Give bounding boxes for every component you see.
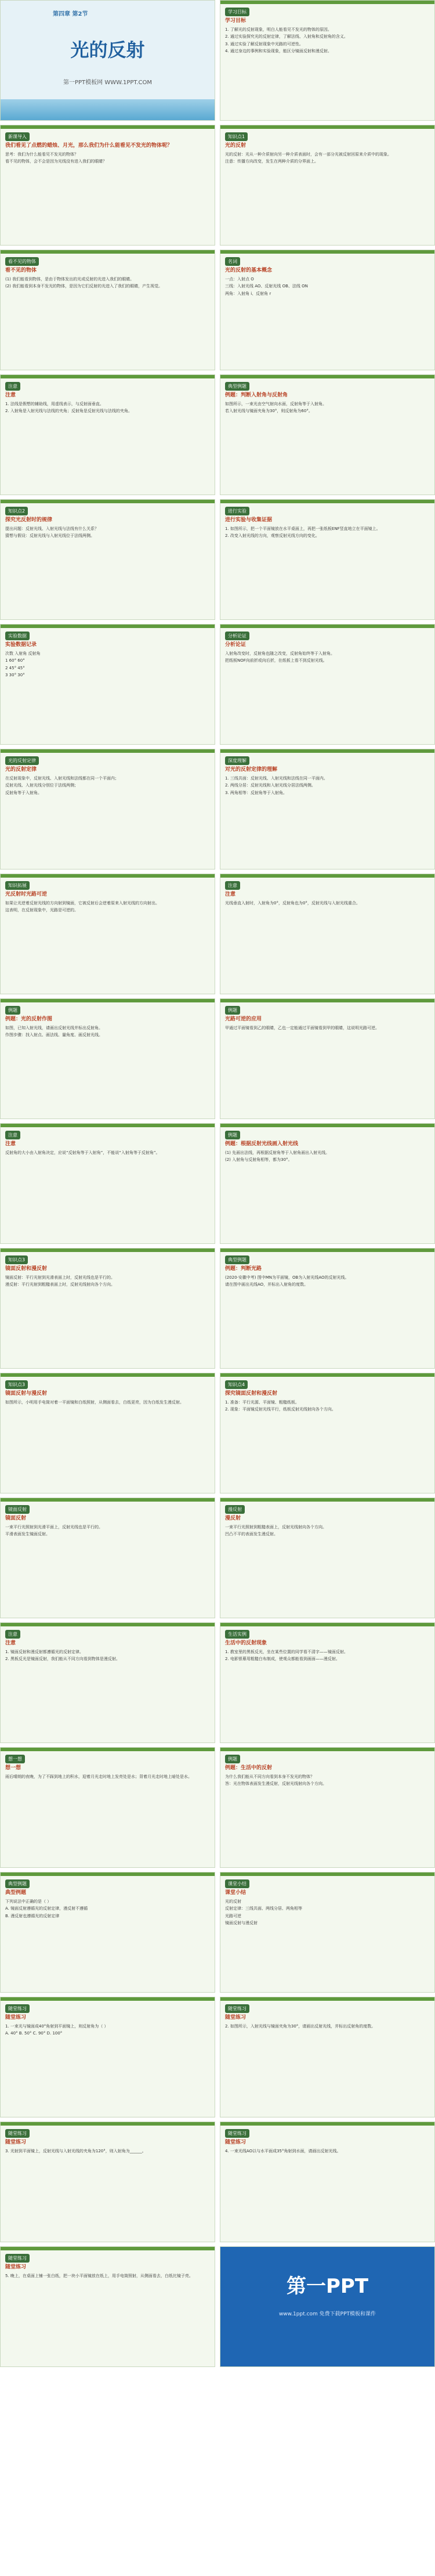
- footer-text: www.1ppt.com 免费下载PPT模板和课件: [278, 2311, 376, 2317]
- slide-19: [0, 1123, 215, 1244]
- slide-34: [220, 1997, 435, 2117]
- slide-body: [5, 2274, 210, 2363]
- slide-title: 镜面反射和漫反射: [5, 1266, 48, 1272]
- slide-body: [225, 1026, 430, 1115]
- slide-line: 注意：传播方向改变，发生在两种介质的分界面上。: [225, 159, 318, 164]
- slide-tag: 注意: [225, 881, 240, 890]
- slide-9: [0, 499, 215, 620]
- slide-top-bar: [220, 1623, 434, 1626]
- slide-tag: 知识点3: [5, 1380, 28, 1389]
- slide-title: 实验数据记录: [5, 642, 37, 648]
- slide-tag: 镜面反射: [5, 1505, 30, 1514]
- slide-body: [225, 901, 430, 990]
- slide-top-bar: [1, 1373, 215, 1377]
- slide-body: [225, 1774, 430, 1864]
- slide-line: 如果让光逆着反射光线的方向射到镜面，它被反射后会逆着原来入射光线的方向射出。: [5, 901, 160, 905]
- slide-line: 光线垂直入射时，入射角为0°，反射角也为0°，反射光线与入射光线重合。: [225, 901, 360, 905]
- slide-line: 如图，已知入射光线，请画出反射光线并标出反射角。: [5, 1026, 103, 1030]
- slide-body: [5, 2149, 210, 2238]
- slide-12: [220, 624, 435, 745]
- slide-line: 2. 通过实验探究光的反射定律，了解法线、入射角和反射角的含义。: [225, 34, 348, 39]
- slide-30: [220, 1747, 435, 1868]
- slide-line: 猜想与假设：反射光线与入射光线位于法线两侧。: [5, 533, 95, 539]
- slide-body: [5, 1150, 210, 1240]
- slide-body: [5, 901, 210, 990]
- slide-38: [220, 2246, 435, 2367]
- slide-title: 随堂练习: [5, 2140, 27, 2145]
- slide-body: [5, 1650, 210, 1739]
- slide-top-bar: [220, 749, 434, 753]
- slide-tag: 分析论证: [225, 632, 249, 640]
- slide-top-bar: [1, 749, 215, 753]
- slide-tag: 看不见的物体: [5, 257, 39, 266]
- slide-line: 3. 两角相等：反射角等于入射角。: [225, 790, 287, 795]
- slide-title: 漫反射: [225, 1516, 241, 1521]
- hero-brand: 第一PPT模板网 WWW.1PPT.COM: [63, 80, 153, 86]
- slide-tag: 典型例题: [225, 382, 249, 391]
- slide-26: [220, 1498, 435, 1618]
- slide-body: [5, 277, 210, 366]
- slide-line: 1 60° 60°: [5, 658, 25, 663]
- slide-top-bar: [1, 2247, 215, 2250]
- slide-title: 探究镜面反射和漫反射: [225, 1391, 278, 1397]
- slide-title: 想一想: [5, 1765, 21, 1771]
- slide-top-bar: [1, 125, 215, 129]
- slide-top-bar: [220, 1748, 434, 1751]
- slide-line: 次数 入射角 反射角: [5, 651, 41, 656]
- slide-line: 1. 三线共面：反射光线、入射光线和法线在同一平面内。: [225, 776, 328, 781]
- slide-line: 甲通过平面镜看到乙的眼睛，乙也一定能通过平面镜看到甲的眼睛，这说明光路可逆。: [225, 1026, 379, 1030]
- slide-body: [5, 1026, 210, 1115]
- slide-17: [0, 998, 215, 1119]
- slide-4: [220, 125, 435, 246]
- slide-10: [220, 499, 435, 620]
- slide-title: 例题：判断入射角与反射角: [225, 392, 288, 398]
- slide-top-bar: [220, 1498, 434, 1502]
- slide-title: 生活中的反射现象: [225, 1640, 267, 1646]
- slide-7: [0, 374, 215, 495]
- slide-line: A. 40° B. 50° C. 90° D. 100°: [5, 2031, 63, 2036]
- slide-line: 3 30° 30°: [5, 673, 25, 678]
- slide-top-bar: [1, 1748, 215, 1751]
- slide-24: [220, 1373, 435, 1493]
- slide-title: 典型例题: [5, 1890, 27, 1896]
- slide-22: [220, 1248, 435, 1369]
- slide-top-bar: [1, 1124, 215, 1127]
- slide-line: 反射角的大小由入射角决定，应说“反射角等于入射角”，不能说“入射角等于反射角”。: [5, 1150, 160, 1155]
- slide-tag: 想一想: [5, 1755, 25, 1763]
- slide-body: [5, 1275, 210, 1365]
- slide-title: 随堂练习: [225, 2140, 246, 2145]
- slide-tag: 随堂练习: [225, 2004, 249, 2013]
- slide-27: [0, 1622, 215, 1743]
- slide-line: 2. 如图所示，入射光线与镜面夹角为30°，请画出反射光线，并标出反射角的度数。: [225, 2024, 376, 2029]
- slide-line: 1. 一束光与镜面成40°角射到平面镜上，则反射角为（ ）: [5, 2024, 108, 2029]
- slide-line: 雨后晴朗的夜晚，为了不踩到地上的积水，迎着月光走时地上发亮处是水；背着月光走时地上暗处是水。: [5, 1774, 192, 1779]
- slide-line: 1. 教室里的黑板反光，坐在某些位置的同学看不清字——镜面反射。: [225, 1650, 348, 1654]
- slide-tag: 知识点2: [5, 507, 28, 515]
- slide-line: 思考：我们为什么能看见不发光的物体？: [5, 152, 78, 157]
- slide-tag: 随堂练习: [225, 2129, 249, 2138]
- slide-top-bar: [1, 375, 215, 378]
- slide-top-bar: [220, 250, 434, 254]
- slide-top-bar: [1, 1873, 215, 1876]
- slide-line: 2. 现象：平面镜反射光线平行，纸板反射光线射向各个方向。: [225, 1407, 336, 1412]
- slide-line: 光的反射：光从一种介质射向另一种介质表面时，会有一部分光被反射回原来介质中的现象。: [225, 152, 392, 157]
- slide-body: [5, 776, 210, 865]
- slide-title: 例题：根据反射光线画入射光线: [225, 1141, 299, 1147]
- slide-body: [5, 1525, 210, 1614]
- slide-tag: 例题: [5, 1006, 20, 1015]
- slide-line: (1) 先画出法线，再根据反射角等于入射角画出入射光线。: [225, 1150, 330, 1155]
- slide-top-bar: [1, 1498, 215, 1502]
- slide-3: [0, 125, 215, 246]
- slide-title: 看不见的物体: [5, 268, 37, 273]
- slide-title: 进行实验与收集证据: [225, 517, 273, 523]
- slide-title: 随堂练习: [5, 2264, 27, 2270]
- slide-tag: 新课导入: [5, 132, 30, 141]
- slide-line: 三线：入射光线 AO、反射光线 OB、法线 ON: [225, 284, 308, 289]
- slide-line: A. 镜面反射遵循光的反射定律，漫反射不遵循: [5, 1906, 88, 1911]
- slide-body: [225, 1899, 430, 1989]
- slide-tag: 知识点1: [225, 132, 248, 141]
- slide-tag: 随堂练习: [5, 2129, 30, 2138]
- slide-tag: 典型例题: [225, 1255, 249, 1264]
- slide-line: 3. 光射到平面镜上，反射光线与入射光线的夹角为120°，则入射角为______。: [5, 2149, 146, 2153]
- slide-top-bar: [1, 1997, 215, 2001]
- slide-tag: 典型例题: [5, 1879, 30, 1888]
- slide-title: 随堂练习: [5, 2015, 27, 2021]
- slide-line: B. 漫反射也遵循光的反射定律: [5, 1913, 60, 1918]
- slide-29: [0, 1747, 215, 1868]
- slide-tag: 注意: [5, 1630, 20, 1639]
- slide-body: [225, 1650, 430, 1739]
- slide-title: 随堂练习: [225, 2015, 246, 2021]
- slide-line: 4. 通过身边的事例和实验现象，能区分镜面反射和漫反射。: [225, 49, 332, 54]
- slide-title: 课堂小结: [225, 1890, 246, 1896]
- slide-title: 注意: [5, 392, 16, 398]
- slide-line: 在反射现象中，反射光线、入射光线和法线都在同一个平面内；: [5, 776, 119, 781]
- slide-line: (2020·安徽中考) 图中MN为平面镜，OB为入射光线AO的反射光线。: [225, 1275, 349, 1280]
- slide-top-bar: [1, 874, 215, 878]
- slide-body: [5, 402, 210, 491]
- slide-tag: 漫反射: [225, 1505, 245, 1514]
- slide-tag: 例题: [225, 1006, 240, 1015]
- slide-top-bar: [220, 125, 434, 129]
- slide-title: 镜面反射与漫反射: [5, 1391, 48, 1397]
- slide-body: [225, 1400, 430, 1489]
- slide-body: [225, 277, 430, 366]
- slide-line: 一点：入射点 O: [225, 277, 254, 282]
- slide-line: 2. 两线分居：反射光线和入射光线分居法线两侧。: [225, 783, 316, 788]
- slide-body: [225, 152, 430, 241]
- slide-16: [220, 874, 435, 994]
- slide-top-bar: [1, 1249, 215, 1252]
- slide-title: 例题：光的反射作图: [5, 1016, 53, 1022]
- slide-line: 1. 准备：平行光源、平面镜、粗糙纸板。: [225, 1400, 299, 1405]
- slide-33: [0, 1997, 215, 2117]
- slide-body: [225, 2149, 430, 2238]
- slide-title: 我们看见了点燃的蜡烛、月光，那么我们为什么能看见不发光的物体呢？: [5, 143, 173, 149]
- slide-top-bar: [1, 500, 215, 503]
- slide-line: 作图步骤：找入射点、画法线、量角度、画反射光线。: [5, 1033, 103, 1038]
- slide-tag: 实验数据: [5, 632, 30, 640]
- slide-top-bar: [220, 625, 434, 628]
- slide-title: 光反射时光路可逆: [5, 892, 48, 897]
- slide-11: [0, 624, 215, 745]
- slide-line: 凹凸不平的表面发生漫反射。: [225, 1532, 278, 1537]
- slide-title: 分析论证: [225, 642, 246, 648]
- slide-body: [225, 776, 430, 865]
- slide-body: [225, 1525, 430, 1614]
- slide-top-bar: [220, 375, 434, 378]
- slide-line: 2 45° 45°: [5, 665, 25, 670]
- slide-5: [0, 250, 215, 370]
- slide-13: [0, 749, 215, 870]
- slide-1: [0, 0, 215, 121]
- slide-body: [5, 152, 210, 241]
- slide-line: 1. 法线是假想的辅助线，用虚线表示，与反射面垂直。: [5, 402, 104, 406]
- slide-line: 1. 如图所示，把一个平面镜放在水平桌面上，再把一张纸板ENF竖直地立在平面镜上。: [225, 526, 380, 531]
- slide-line: 5. 晚上，在桌面上铺一张白纸，把一块小平面镜放在纸上，用手电筒照射，从侧面看去，白纸比镜子亮。: [5, 2274, 193, 2278]
- slide-line: 光路可逆: [225, 1913, 241, 1918]
- slide-line: 两角：入射角 i、反射角 r: [225, 291, 271, 296]
- slide-28: [220, 1622, 435, 1743]
- slide-top-bar: [1, 250, 215, 254]
- slide-tag: 知识拓展: [5, 881, 30, 890]
- slide-title: 光的反射: [225, 143, 246, 149]
- slide-title: 对光的反射定律的理解: [225, 767, 278, 773]
- slide-body: [5, 526, 210, 616]
- slide-top-bar: [220, 874, 434, 878]
- slide-title: 光的反射的基本概念: [225, 268, 273, 273]
- slide-21: [0, 1248, 215, 1369]
- slide-top-bar: [1, 1623, 215, 1626]
- slide-tag: 知识点3: [5, 1255, 28, 1264]
- slide-top-bar: [1, 625, 215, 628]
- slide-title: 注意: [5, 1640, 16, 1646]
- slide-title: 例题：判断光路: [225, 1266, 262, 1272]
- slide-top-bar: [1, 2122, 215, 2126]
- slide-line: 一束平行光照射到光滑平面上，反射光线也是平行的。: [5, 1525, 103, 1529]
- slide-tag: 光的反射定律: [5, 756, 39, 765]
- slide-tag: 例题: [225, 1131, 240, 1139]
- slide-line: 漫反射：平行光射到粗糙表面上时，反射光线射向各个方向。: [5, 1282, 115, 1287]
- slide-body: [5, 1899, 210, 1989]
- slide-tag: 随堂练习: [5, 2004, 30, 2013]
- slide-tag: 生活实例: [225, 1630, 249, 1639]
- slide-title: 学习目标: [225, 18, 246, 24]
- slide-line: 这表明，在反射现象中，光路是可逆的。: [5, 908, 78, 913]
- slide-line: 反射光线、入射光线分别位于法线两侧；: [5, 783, 78, 788]
- slide-35: [0, 2122, 215, 2242]
- slide-line: 4. 一束光线AO以与水平面成35°角射到水面，请画出反射光线。: [225, 2149, 341, 2153]
- slide-tag: 名词: [225, 257, 240, 266]
- slide-body: [5, 1774, 210, 1864]
- slide-title: 镜面反射: [5, 1516, 27, 1521]
- slide-title: 注意: [225, 892, 236, 897]
- slide-top-bar: [220, 2122, 434, 2126]
- slide-tag: 进行实验: [225, 507, 249, 515]
- slide-line: (2) 入射角与反射角相等，都为30°。: [225, 1157, 292, 1163]
- slide-line: 反射定律：三线共面、两线分居、两角相等: [225, 1906, 302, 1911]
- slide-line: 镜面反射与漫反射: [225, 1921, 258, 1926]
- slide-top-bar: [220, 500, 434, 503]
- slide-body: [225, 402, 430, 491]
- slide-line: 若入射光线与镜面夹角为30°，则反射角为60°。: [225, 409, 313, 414]
- slide-body: [225, 526, 430, 616]
- slide-line: 反射角等于入射角。: [5, 790, 42, 795]
- slide-title: 光路可逆的应用: [225, 1016, 262, 1022]
- slide-tag: 注意: [5, 382, 20, 391]
- slide-body: [5, 1400, 210, 1489]
- slide-line: 提出问题：反射光线、入射光线与法线有什么关系？: [5, 526, 99, 531]
- hero-wave: [1, 99, 215, 120]
- slide-title: 光的反射定律: [5, 767, 37, 773]
- slide-2: [220, 0, 435, 121]
- slide-tag: 知识点4: [225, 1380, 248, 1389]
- slide-top-bar: [220, 1, 434, 4]
- slide-tag: 学习目标: [225, 8, 249, 16]
- slide-6: [220, 250, 435, 370]
- slide-title: 例题：生活中的反射: [225, 1765, 273, 1771]
- slide-body: [225, 2024, 430, 2113]
- hero-title: 光的反射: [70, 39, 145, 61]
- slide-tag: 随堂练习: [5, 2254, 30, 2263]
- slide-line: 答：光在物体表面发生漫反射，反射光线射向各个方向。: [225, 1781, 327, 1787]
- slide-line: 看不见的物体，会不会是因为光线没有进入我们的眼睛？: [5, 159, 107, 164]
- footer-logo: 第一PPT: [286, 2275, 369, 2298]
- slide-line: 平滑表面发生镜面反射。: [5, 1532, 50, 1537]
- slide-line: 光的反射: [225, 1899, 241, 1904]
- slide-line: 如图所示，小明用手电筒对着一平面镜和白纸照射，从侧面看去，白纸更亮，因为白纸发生漫反射。: [5, 1400, 184, 1405]
- slide-top-bar: [220, 1249, 434, 1252]
- slide-line: 请在图中画出光线AO，并标出入射角的度数。: [225, 1282, 309, 1287]
- slide-32: [220, 1872, 435, 1993]
- slide-line: 2. 电影银幕用粗糙白布制成，使观众都能看到画面——漫反射。: [225, 1657, 340, 1662]
- slide-line: (2) 我们能看到本身不发光的物体，是因为它们反射的光进入了我们的眼睛，产生视觉。: [5, 284, 163, 289]
- slide-23: [0, 1373, 215, 1493]
- slide-line: 把纸板NOF向前折或向后折，在纸板上看不到反射光线。: [225, 658, 327, 663]
- slide-tag: 注意: [5, 1131, 20, 1139]
- slide-top-bar: [220, 1873, 434, 1876]
- slide-body: [225, 27, 430, 117]
- slide-line: (1) 我们能看到物体，是由于物体发出的光或反射的光进入我们的眼睛。: [5, 277, 135, 282]
- slide-line: 2. 黑板反光是镜面反射，我们能从不同方向看到物体是漫反射。: [5, 1657, 120, 1662]
- slide-tag: 课堂小结: [225, 1879, 249, 1888]
- slide-line: 为什么我们能从不同方向看到本身不发光的物体？: [225, 1774, 314, 1779]
- slide-top-bar: [1, 999, 215, 1002]
- slide-body: [225, 1275, 430, 1365]
- slide-title: 探究光反射时的规律: [5, 517, 53, 523]
- slide-18: [220, 998, 435, 1119]
- slide-tag: 深度理解: [225, 756, 249, 765]
- slide-20: [220, 1123, 435, 1244]
- slide-line: 1. 了解光的反射现象，明白人能看见不发光的物体的原因。: [225, 27, 332, 32]
- slide-body: [225, 651, 430, 741]
- slide-line: 入射角改变时，反射角也随之改变，反射角始终等于入射角。: [225, 651, 335, 656]
- slide-36: [220, 2122, 435, 2242]
- slide-25: [0, 1498, 215, 1618]
- slide-line: 2. 改变入射光线的方向，观察反射光线方向的变化。: [225, 533, 320, 539]
- slide-tag: 例题: [225, 1755, 240, 1763]
- slide-37: [0, 2246, 215, 2367]
- slide-top-bar: [220, 1124, 434, 1127]
- slide-top-bar: [220, 999, 434, 1002]
- slide-8: [220, 374, 435, 495]
- slide-line: 2. 入射角是入射光线与法线的夹角；反射角是反射光线与法线的夹角。: [5, 409, 132, 414]
- slide-body: [225, 1150, 430, 1240]
- slide-top-bar: [220, 1997, 434, 2001]
- slide-line: 一束平行光照射到粗糙表面上，反射光线射向各个方向。: [225, 1525, 327, 1529]
- slide-top-bar: [220, 1373, 434, 1377]
- slide-line: 3. 通过实验了解反射现象中光路的可逆性。: [225, 41, 303, 46]
- slide-14: [220, 749, 435, 870]
- slide-body: [5, 651, 210, 741]
- slide-31: [0, 1872, 215, 1993]
- slide-15: [0, 874, 215, 994]
- hero-subtitle: 第四章 第2节: [53, 11, 88, 17]
- slide-line: 下列说法中正确的是（ ）: [5, 1899, 52, 1904]
- slide-line: 镜面反射：平行光射到光滑表面上时，反射光线也是平行的。: [5, 1275, 115, 1280]
- slide-line: 1. 镜面反射和漫反射都遵循光的反射定律。: [5, 1650, 84, 1654]
- slide-line: 如图所示，一束光由空气射向水面，反射角等于入射角。: [225, 402, 327, 406]
- slide-body: [5, 2024, 210, 2113]
- slide-title: 注意: [5, 1141, 16, 1147]
